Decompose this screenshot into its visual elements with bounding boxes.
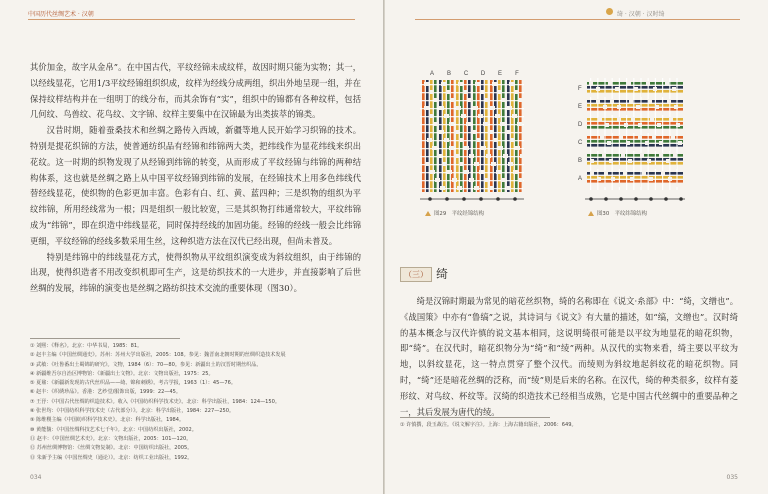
left-page <box>0 0 383 494</box>
interlace-gap <box>463 90 468 94</box>
base-node <box>619 197 623 201</box>
interlace-gap <box>508 162 513 166</box>
interlace-gap <box>604 183 608 187</box>
interlace-gap <box>619 135 623 139</box>
interlace-gap <box>435 178 440 182</box>
interlace-gap <box>618 183 622 187</box>
interlace-gap <box>664 129 668 133</box>
interlace-gap <box>662 111 666 115</box>
warp-thread <box>468 80 471 192</box>
warp-thread <box>633 78 634 190</box>
interlace-gap <box>497 90 502 94</box>
interlace-gap <box>608 81 612 85</box>
warp-thread <box>648 78 649 190</box>
header-dot-icon <box>606 8 613 15</box>
footnote: ⑩ 黄能馥：《中国丝绸科技艺术七千年》。北京：中国纺织出版社，2002。 <box>30 426 197 433</box>
interlace-gap <box>469 178 474 182</box>
footnote: ① 许慎撰，段玉裁注。《说文解字注》。上海：上海古籍出版社，2006：649。 <box>400 422 577 428</box>
interlace-gap <box>610 99 614 103</box>
interlace-gap <box>648 99 652 103</box>
interlace-gap <box>628 159 632 163</box>
interlace-gap <box>642 171 646 175</box>
footnote: ⑨ 陈维稷主编《中国纺织科学技术史》。北京：科学出版社，1984。 <box>30 417 185 424</box>
interlace-gap <box>598 117 602 121</box>
interlace-gap <box>486 154 491 158</box>
interlace-gap <box>519 98 524 102</box>
interlace-gap <box>506 186 511 190</box>
interlace-gap <box>452 178 457 182</box>
interlace-gap <box>507 106 512 110</box>
base-node <box>604 197 608 201</box>
warp-thread <box>502 80 505 192</box>
interlace-gap <box>457 186 462 190</box>
interlace-gap <box>441 82 446 86</box>
warp-thread <box>485 80 488 192</box>
warp-thread <box>676 78 677 190</box>
interlace-gap <box>657 123 661 127</box>
interlace-gap <box>430 170 435 174</box>
interlace-gap <box>505 130 510 134</box>
interlace-gap <box>636 105 640 109</box>
interlace-gap <box>638 135 642 139</box>
interlace-gap <box>432 146 437 150</box>
interlace-gap <box>676 123 680 127</box>
caption-marker-icon <box>588 211 594 216</box>
column-label: D <box>480 71 486 77</box>
weft-thread <box>420 84 524 85</box>
interlace-gap <box>674 105 678 109</box>
interlace-gap <box>673 153 677 157</box>
interlace-gap <box>645 129 649 133</box>
interlace-gap <box>666 147 670 151</box>
interlace-gap <box>597 177 601 181</box>
interlace-gap <box>485 98 490 102</box>
right-running-head: 绮 · 汉朝 · 汉时绮 <box>617 11 665 18</box>
warp-thread <box>481 80 484 192</box>
left-body-text <box>30 60 361 297</box>
weft-thread <box>420 92 524 93</box>
interlace-gap <box>501 178 506 182</box>
interlace-gap <box>655 105 659 109</box>
interlace-gap <box>615 87 619 91</box>
interlace-gap <box>612 129 616 133</box>
interlace-gap <box>500 122 505 126</box>
interlace-gap <box>439 130 444 134</box>
warp-thread <box>434 80 437 192</box>
interlace-gap <box>459 138 464 142</box>
interlace-gap <box>458 82 463 86</box>
interlace-gap <box>454 130 459 134</box>
interlace-gap <box>621 153 625 157</box>
interlace-gap <box>469 154 474 158</box>
interlace-gap <box>605 123 609 127</box>
interlace-gap <box>590 159 594 163</box>
interlace-gap <box>603 93 607 97</box>
row-label: D <box>578 122 583 128</box>
weft-thread <box>587 140 683 143</box>
footnote: ① 刘熙：《释名》。北京：中华书局，1985：81。 <box>30 343 143 349</box>
column-label: E <box>497 71 503 77</box>
interlace-gap <box>652 147 656 151</box>
row-label: E <box>578 104 583 110</box>
interlace-gap <box>610 111 614 115</box>
weft-thread <box>587 154 683 157</box>
warp-thread <box>430 80 433 192</box>
base-node <box>679 197 683 201</box>
interlace-gap <box>624 123 628 127</box>
interlace-gap <box>489 186 494 190</box>
interlace-gap <box>466 122 471 126</box>
interlace-gap <box>654 165 658 169</box>
interlace-gap <box>446 90 451 94</box>
paragraph: 其价加金，故字从金帛”。在中国古代，平纹经锦未成纹样，故因时期只能为实物；其一，以经线显花，它用1/3平纹经锦组织织成，纹样为经线分成两组，织出外地呈现一组，并在保持纹样结构并在一组明丁的线分布，而其余饰有“实”，组织中的锦都有各种纹样，包括几何纹、鸟兽纹、花鸟纹、文字锦、纹样主要集中在汉锦最为出类拔萃的锦类。 <box>30 62 361 120</box>
section-title: 绮 <box>436 267 449 281</box>
interlace-gap <box>512 114 517 118</box>
interlace-gap <box>522 130 527 134</box>
interlace-gap <box>609 159 613 163</box>
interlace-gap <box>633 147 637 151</box>
base-node <box>634 197 638 201</box>
interlace-gap <box>479 170 484 174</box>
right-body-text <box>400 294 738 420</box>
interlace-gap <box>509 82 514 86</box>
interlace-gap <box>666 159 670 163</box>
base-node <box>496 197 500 201</box>
interlace-gap <box>447 170 452 174</box>
interlace-gap <box>611 177 615 181</box>
footnote: ⑫ 苏州丝绸博物馆：《丝绸文物复制》。北京：中国纺织出版社，2005。 <box>30 445 193 452</box>
interlace-gap <box>471 130 476 134</box>
row-label: C <box>578 140 583 146</box>
footnote-rule <box>400 417 550 418</box>
footnote: ⑥ 赵丰：《织绣珍品》。香港：艺纱堂/服饰出版，1999：22—45。 <box>30 389 181 396</box>
weft-thread <box>420 140 524 141</box>
interlace-gap <box>590 171 594 175</box>
warp-thread <box>655 78 656 190</box>
interlace-gap <box>673 165 677 169</box>
interlace-gap <box>523 186 528 190</box>
interlace-gap <box>495 114 500 118</box>
warp-thread <box>456 80 459 192</box>
warp-thread <box>443 80 446 192</box>
interlace-gap <box>454 154 459 158</box>
interlace-gap <box>645 141 649 145</box>
weft-thread <box>420 116 524 117</box>
interlace-gap <box>439 106 444 110</box>
interlace-gap <box>498 146 503 150</box>
footnote: ③ 武敏：《吐鲁番出土蜀锦的研究》。文物，1984（6）：70—80。参见：新疆出土的汉晋时期丝织品。 <box>30 361 262 368</box>
interlace-gap <box>623 171 627 175</box>
interlace-gap <box>513 170 518 174</box>
base-node <box>589 197 593 201</box>
base-node <box>479 197 483 201</box>
weft-thread <box>587 144 683 147</box>
interlace-gap <box>616 165 620 169</box>
interlace-gap <box>635 165 639 169</box>
warp-thread <box>477 80 480 192</box>
interlace-gap <box>630 177 634 181</box>
column-label: B <box>446 71 452 77</box>
interlace-gap <box>596 99 600 103</box>
weft-thread <box>420 172 524 173</box>
interlace-gap <box>672 87 676 91</box>
interlace-gap <box>622 93 626 97</box>
interlace-gap <box>675 183 679 187</box>
weft-thread <box>587 122 683 125</box>
interlace-gap <box>473 106 478 110</box>
interlace-gap <box>449 146 454 150</box>
interlace-gap <box>665 81 669 85</box>
interlace-gap <box>464 170 469 174</box>
interlace-gap <box>629 99 633 103</box>
interlace-gap <box>424 106 429 110</box>
weft-thread <box>587 104 683 107</box>
caption-marker-icon <box>425 211 431 216</box>
interlace-gap <box>483 122 488 126</box>
warp-thread <box>511 80 514 192</box>
interlace-gap <box>490 106 495 110</box>
interlace-gap <box>475 82 480 86</box>
interlace-gap <box>624 111 628 115</box>
interlace-gap <box>429 90 434 94</box>
weft-thread <box>587 172 683 175</box>
interlace-gap <box>631 117 635 121</box>
interlace-gap <box>429 114 434 118</box>
warp-thread <box>447 80 450 192</box>
column-label: F <box>515 71 519 77</box>
right-page-number: 035 <box>726 474 738 481</box>
interlace-gap <box>647 159 651 163</box>
warp-thread <box>439 80 442 192</box>
interlace-gap <box>650 117 654 121</box>
interlace-gap <box>478 114 483 118</box>
paragraph: 特别是纬锦中的纬线显花方式，使得织物从平纹组织演变成为斜纹组织，由于纬锦的出现，使得织造者不用改变织机即可生产，这是纺织技术的一大进步，并直接影响了后世丝绸的发展，纬锦的演变也是丝绸之路纺织技术交流的重要体现（图30）。 <box>30 251 361 294</box>
interlace-gap <box>661 171 665 175</box>
interlace-gap <box>474 162 479 166</box>
warp-thread <box>507 80 510 192</box>
interlace-gap <box>671 135 675 139</box>
interlace-gap <box>493 138 498 142</box>
figure-30-caption: 图30 平纹纬锦结构 <box>588 209 647 217</box>
interlace-gap <box>474 186 479 190</box>
footnote: ② 赵丰主编《中国丝绸通史》。苏州：苏州大学出版社，2005：108。参见：魏晋南北朝时期的丝绸织造技术发展 <box>30 352 286 359</box>
interlace-gap <box>596 87 600 91</box>
interlace-gap <box>626 141 630 145</box>
warp-thread <box>515 80 518 192</box>
column-label: C <box>463 71 469 77</box>
interlace-gap <box>503 154 508 158</box>
interlace-gap <box>634 87 638 91</box>
interlace-gap <box>643 111 647 115</box>
warp-thread <box>669 78 670 190</box>
interlace-gap <box>656 183 660 187</box>
interlace-gap <box>640 153 644 157</box>
interlace-gap <box>668 177 672 181</box>
interlace-gap <box>444 114 449 118</box>
left-page-number: 034 <box>30 474 42 481</box>
left-running-head: 中国历代丝绸艺术 · 汉朝 <box>28 11 94 18</box>
row-label: B <box>578 158 583 164</box>
interlace-gap <box>515 146 520 150</box>
warp-thread <box>464 80 467 192</box>
interlace-gap <box>597 165 601 169</box>
base-node <box>664 197 668 201</box>
column-label: A <box>429 71 435 77</box>
base-node <box>513 197 517 201</box>
interlace-gap <box>476 138 481 142</box>
interlace-gap <box>649 177 653 181</box>
interlace-gap <box>595 147 599 151</box>
row-label: F <box>578 86 582 92</box>
interlace-gap <box>518 178 523 182</box>
base-node <box>462 197 466 201</box>
base-node <box>649 197 653 201</box>
warp-thread <box>519 80 522 192</box>
interlace-gap <box>589 81 593 85</box>
interlace-gap <box>607 141 611 145</box>
interlace-gap <box>604 171 608 175</box>
right-footnotes <box>400 421 730 430</box>
right-page <box>385 0 768 494</box>
interlace-gap <box>589 93 593 97</box>
footnote: ⑧ 张世均：《中国纺织科学技术史（古代部分）》。北京：科学出版社，1984：227—250。 <box>30 408 235 415</box>
interlace-gap <box>434 122 439 126</box>
interlace-gap <box>520 154 525 158</box>
interlace-gap <box>440 186 445 190</box>
interlace-gap <box>481 146 486 150</box>
footnote-rule <box>30 338 180 339</box>
interlace-gap <box>480 90 485 94</box>
footnote: ⑬ 朱新予主编《中国丝绸史（通论）》。北京：纺织工业出版社，1992。 <box>30 454 193 461</box>
interlace-gap <box>456 106 461 110</box>
warp-thread <box>597 78 598 190</box>
base-node <box>445 197 449 201</box>
section-number: （三） <box>400 267 432 282</box>
interlace-gap <box>600 135 604 139</box>
interlace-gap <box>514 90 519 94</box>
interlace-gap <box>660 93 664 97</box>
interlace-gap <box>659 141 663 145</box>
interlace-gap <box>427 138 432 142</box>
interlace-gap <box>488 130 493 134</box>
warp-thread <box>490 80 493 192</box>
interlace-gap <box>617 105 621 109</box>
section-heading <box>400 262 448 282</box>
figure-30-diagram <box>575 68 690 208</box>
warp-thread <box>619 78 620 190</box>
figure-29-caption: 图29 平纹经锦结构 <box>425 209 484 217</box>
interlace-gap <box>641 93 645 97</box>
footnote: ⑤ 夏鼐：《新疆新发现的古代丝织品——绮、锦和刺绣》。考古学报，1963（1）：45—76。 <box>30 380 236 387</box>
interlace-gap <box>631 129 635 133</box>
warp-thread <box>460 80 463 192</box>
interlace-gap <box>638 123 642 127</box>
base-node <box>428 197 432 201</box>
warp-thread <box>473 80 476 192</box>
header-rule <box>415 19 740 20</box>
footnote: ④ 新疆维吾尔自治区博物馆：《新疆出土文物》。北京：文物出版社，1975：25。 <box>30 370 214 377</box>
interlace-gap <box>659 153 663 157</box>
paragraph: 绮是汉锦时期最为常见的暗花丝织物，绮的名称即在《说文·糸部》中：“绮，文缯也”。《战国策》中亦有“鲁缟”之说，其诗词与《说文》有大量的描述，如“缟，文缯也”。汉时绮的基本概念与汉代许慎的说文基本相同，这说明绮很可能是以平纹为地显花的暗花织物，即“绮”。在汉代时，暗花织物分为“绮”和“绫”两种。从汉代的实物来看，绮主要以平纹为地，以斜纹显花，这一特点贯穿了整个汉代。而绫则为斜纹地起斜纹花的暗花织物。同时，“绮”还是暗花丝绸的泛称，而“绫”则是后来的名称。在汉代，绮的种类很多，纹样有菱形纹、对鸟纹、杯纹等。汉绮的织造技术已经相当成熟，它是中国古代丝绸中的重要品种之一，其后发展为唐代的绫。 <box>400 296 738 417</box>
left-footnotes <box>30 342 361 463</box>
interlace-gap <box>444 138 449 142</box>
interlace-gap <box>627 81 631 85</box>
interlace-gap <box>614 147 618 151</box>
interlace-gap <box>484 178 489 182</box>
interlace-gap <box>591 111 595 115</box>
interlace-gap <box>437 154 442 158</box>
interlace-gap <box>496 170 501 174</box>
interlace-gap <box>652 135 656 139</box>
interlace-gap <box>425 162 430 166</box>
footnote: ⑦ 王㐨：《中国古代丝绸的织造技术》。收入《中国纺织科学技术史》。北京：科学出版社，1984：124—150。 <box>30 398 280 405</box>
interlace-gap <box>468 98 473 102</box>
weft-thread <box>587 108 683 111</box>
interlace-gap <box>461 114 466 118</box>
header-rule <box>28 19 355 20</box>
interlace-gap <box>449 122 454 126</box>
interlace-gap <box>653 87 657 91</box>
interlace-gap <box>451 98 456 102</box>
interlace-gap <box>442 162 447 166</box>
interlace-gap <box>517 122 522 126</box>
interlace-gap <box>502 98 507 102</box>
interlace-gap <box>678 141 682 145</box>
interlace-gap <box>464 146 469 150</box>
interlace-gap <box>637 183 641 187</box>
interlace-gap <box>669 117 673 121</box>
paragraph: 汉昔时期，随着蚕桑技术和丝绸之路传入西域，新疆等地人民开始学习织锦的技术。特别是提花织锦的方法，使普通纺织品有经锦和纬锦两大类，把纬线作为显花纬线来织出花纹。这一时期的织物发现了从经锦到纬锦的转变，从而形成了平纹经锦与纬锦的两种结构体系，这也就是丝绸之路上从中国平纹经锦到纬锦的发展，在经锦技术上用多色纬线代替经线显花，使织物的色彩更加丰富。色彩有白、红、黄、蓝四种；三是织物的组织为平纹纬锦，所用经线常为一根；四是组织一般比较宽，三是其织物打纬通常较大，平纹纬锦成为“纬锦”，即在织造中纬线显花，同时保持经线的加固功能。经锦的经线一般会比纬锦更细，平纹经锦的经线多数采用生丝，这种织造方法在汉代已经出现，但尚未普及。 <box>30 125 361 246</box>
warp-thread <box>451 80 454 192</box>
warp-thread <box>498 80 501 192</box>
row-label: A <box>578 176 583 182</box>
interlace-gap <box>617 117 621 121</box>
warp-thread <box>612 78 613 190</box>
interlace-gap <box>603 105 607 109</box>
interlace-gap <box>434 98 439 102</box>
warp-thread <box>494 80 497 192</box>
interlace-gap <box>602 153 606 157</box>
interlace-gap <box>492 82 497 86</box>
interlace-gap <box>424 82 429 86</box>
weft-thread <box>587 126 683 129</box>
figure-29-diagram <box>418 68 528 208</box>
interlace-gap <box>667 99 671 103</box>
interlace-gap <box>646 81 650 85</box>
interlace-gap <box>459 162 464 166</box>
footnote: ⑪ 赵丰：《中国丝绸艺术史》。北京：文物出版社，2005：101—120。 <box>30 435 192 442</box>
warp-thread <box>426 80 429 192</box>
interlace-gap <box>510 138 515 142</box>
interlace-gap <box>491 162 496 166</box>
interlace-gap <box>593 129 597 133</box>
warp-thread <box>422 80 425 192</box>
